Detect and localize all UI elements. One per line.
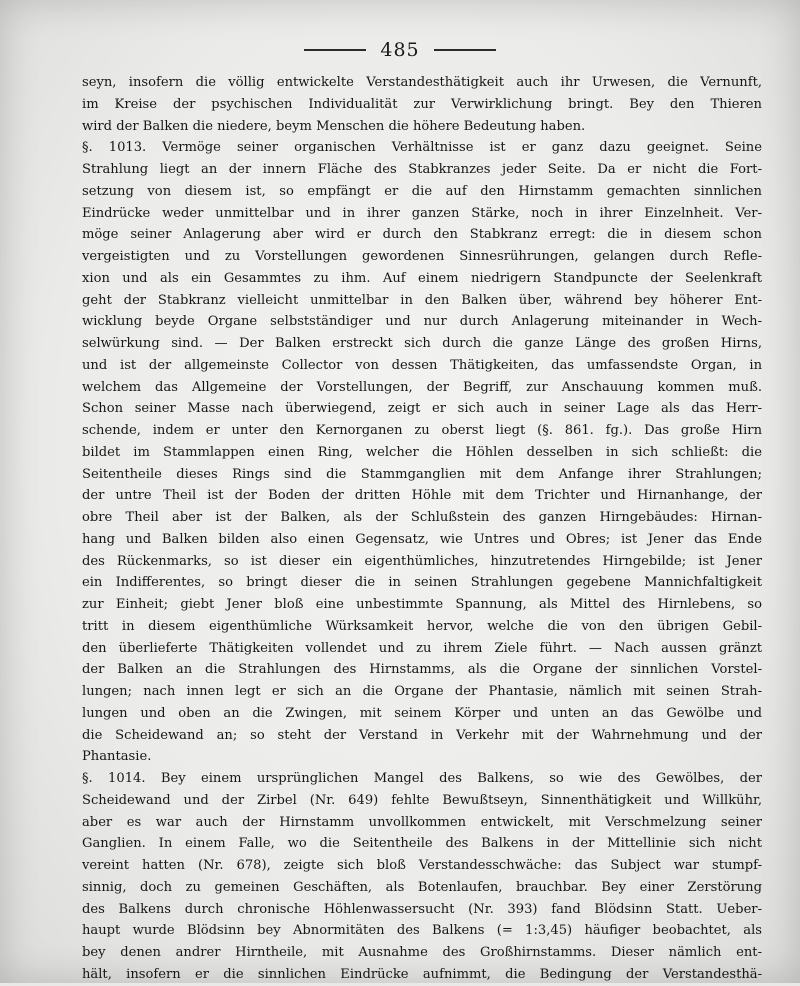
text-line: vereint hatten (Nr. 678), zeigte sich bloß Verstandesschwäche: das Subject war stumpf-	[82, 858, 762, 873]
text-line: die Scheidewand an; so steht der Verstand in Verkehr mit der Wahrnehmung und der	[82, 727, 762, 743]
body-text	[82, 72, 762, 986]
text-line: und ist der allgemeinste Collector von dessen Thätigkeiten, das umfassendste Organ, in	[82, 357, 762, 373]
text-line: wicklung beyde Organe selbstständiger und nur durch Anlagerung miteinander in Wech-	[82, 314, 762, 330]
text-line: ein Indifferentes, so bringt dieser die in seinen Strahlungen gegebene Mannichfaltigkeit	[82, 575, 762, 591]
text-line: Schon seiner Masse nach überwiegend, zeigt er sich auch in seiner Lage als das Herr-	[82, 401, 762, 417]
text-line: haupt wurde Blödsinn bey Abnormitäten des Balkens (= 1:3,45) häufiger beobachtet, als	[82, 923, 762, 939]
text-line: Eindrücke weder unmittelbar und in ihrer ganzen Stärke, noch in ihrer Einzelnheit. Ver-	[82, 205, 762, 221]
header-rule-right	[434, 49, 496, 51]
text-line: seyn, insofern die völlig entwickelte Verstandesthätigkeit auch ihr Urwesen, die Vernunft,	[82, 75, 762, 90]
text-line: lungen; nach innen legt er sich an die Organe der Phantasie, nämlich mit seinen Strah-	[82, 684, 762, 699]
text-line: Strahlung liegt an der innern Fläche des Stabkranzes jeder Seite. Da er nicht die Fort-	[82, 162, 762, 177]
text-line: welchem das Allgemeine der Vorstellungen, der Begriff, zur Anschauung kommen muß.	[82, 379, 762, 395]
text-line: Phantasie.	[82, 749, 152, 765]
text-line: schende, indem er unter den Kernorganen zu oberst liegt (§. 861. fg.). Das große Hirn	[82, 423, 762, 438]
text-line: §. 1014. Bey einem ursprünglichen Mangel des Balkens, so wie des Gewölbes, der	[82, 771, 762, 786]
text-line: aber es war auch der Hirnstamm unvollkommen entwickelt, mit Verschmelzung seiner	[82, 814, 762, 830]
text-line: der Balken an die Strahlungen des Hirnstamms, als die Organe der sinnlichen Vorstel-	[82, 662, 762, 678]
text-line: xion und als ein Gesammtes zu ihm. Auf einem niedrigern Standpuncte der Seelenkraft	[82, 270, 762, 286]
text-line: tritt in diesem eigenthümliche Würksamkeit hervor, welche die von den übrigen Gebil-	[82, 618, 762, 634]
text-line: des Balkens durch chronische Höhlenwassersucht (Nr. 393) fand Blödsinn Statt. Ueber-	[82, 901, 762, 917]
text-line: sinnig, doch zu gemeinen Geschäften, als Botenlaufen, brauchbar. Bey einer Zerstörung	[82, 879, 762, 895]
text-line: im Kreise der psychischen Individualität zur Verwirklichung bringt. Bey den Thieren	[82, 96, 762, 112]
text-line: setzung von diesem ist, so empfängt er die auf den Hirnstamm gemachten sinnlichen	[82, 183, 762, 199]
text-line: geht der Stabkranz vielleicht unmittelbar in den Balken über, während bey höherer Ent-	[82, 292, 762, 308]
text-line: §. 1013. Vermöge seiner organischen Verhältnisse ist er ganz dazu geeignet. Seine	[82, 140, 762, 156]
text-line: hang und Balken bilden also einen Gegensatz, wie Untres und Obres; ist Jener das Ende	[82, 531, 762, 547]
text-line: des Rückenmarks, so ist dieser ein eigenthümliches, hinzutretendes Hirngebilde; ist Jener	[82, 553, 762, 569]
page-number: 485	[380, 39, 420, 61]
text-line: obre Theil aber ist der Balken, als der Schlußstein des ganzen Hirngebäudes: Hirnan-	[82, 510, 762, 525]
text-line: hält, insofern er die sinnlichen Eindrücke aufnimmt, die Bedingung der Verstandesthä-	[82, 966, 762, 982]
text-line: vergeistigten und zu Vorstellungen gewordenen Sinnesrührungen, gelangen durch Refle-	[82, 249, 762, 264]
text-line: lungen und oben an die Zwingen, mit seinem Körper und unten an das Gewölbe und	[82, 705, 762, 721]
text-line: Ganglien. In einem Falle, wo die Seitentheile des Balkens in der Mittellinie sich nicht	[82, 836, 762, 852]
text-line: bildet im Stammlappen einen Ring, welcher die Höhlen desselben in sich schließt: die	[82, 444, 762, 460]
text-line: zur Einheit; giebt Jener bloß eine unbestimmte Spannung, als Mittel des Hirnlebens, so	[82, 597, 762, 612]
text-line: der untre Theil ist der Boden der dritten Höhle mit dem Trichter und Hirnanhange, der	[82, 488, 762, 504]
text-line: selwürkung sind. — Der Balken erstreckt sich durch die ganze Länge des großen Hirns,	[82, 336, 762, 351]
text-line: den überlieferte Thätigkeiten vollendet und zu ihrem Ziele führt. — Nach aussen gränzt	[82, 640, 762, 656]
header-rule-left	[304, 49, 366, 51]
text-line: wird der Balken die niedere, beym Menschen die höhere Bedeutung haben.	[82, 118, 586, 134]
text-line: bey denen andrer Hirntheile, mit Ausnahme des Großhirnstamms. Dieser nämlich ent-	[82, 945, 762, 960]
text-line: Seitentheile dieses Rings sind die Stammganglien mit dem Anfange ihrer Strahlungen;	[82, 466, 762, 482]
text-line: Scheidewand und der Zirbel (Nr. 649) fehlte Bewußtseyn, Sinnenthätigkeit und Willkühr,	[82, 792, 762, 808]
text-line: möge seiner Anlagerung aber wird er durch den Stabkranz erregt: die in diesem schon	[82, 227, 762, 243]
page-header	[0, 36, 800, 64]
